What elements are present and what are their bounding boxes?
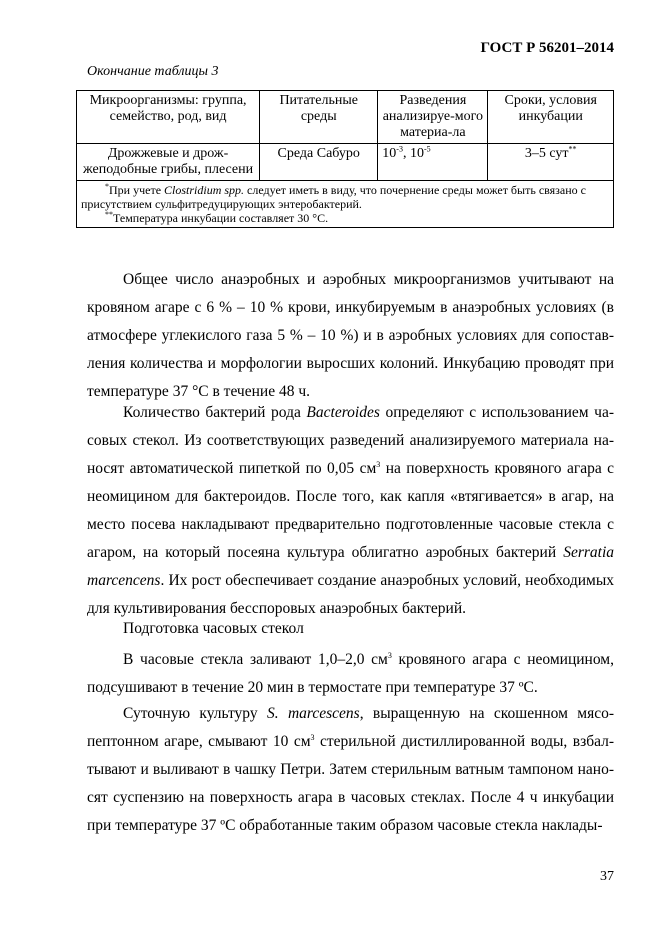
paragraph-4: Суточную культуру S. marcescens, выращенную на скошенном мясо-пептонном агаре, смывают 10 $см^3$ стерильной дистиллированной воды, взбал-тывают и выливают в чашку Петри. Затем стерильным ватным тампоном нано-сят суспензию на поверхность агара в часовых стеклах. После 4 ч инкубации при температуре 37 ºС обработанные таким образом часовые стекла наклады- (87, 705, 615, 834)
table-notes-row (77, 181, 614, 228)
table-caption: Окончание таблицы 3 (87, 64, 219, 79)
table-header-row (77, 91, 614, 144)
document-standard-number: ГОСТ Р 56201–2014 (480, 40, 614, 56)
section-heading: Подготовка часовых стекол (123, 620, 304, 637)
table-header-cell: Сроки, условия инкубации (488, 91, 614, 144)
paragraph-3: В часовые стекла заливают 1,0–2,0 $см^3$ кровяного агара с неомицином, подсушивают в течение 20 мин в термостате при температуре 37 ºС. (87, 650, 614, 696)
table-notes (77, 181, 614, 228)
table-3-end (76, 90, 614, 228)
paragraph-1: Общее число анаэробных и аэробных микроорганизмов учитывают на кровяном агаре с 6 % – 10 % крови, инкубируемым в анаэробных условиях (в атмосфере углекислого газа 5 % – 10 %) и в аэробных условиях для сопостав-ления количества и морфологии выросших колоний. Инкубацию проводят при температуре 37 °С в течение 48 ч. (87, 271, 614, 400)
table-cell-incubation: 3–5 сут** (488, 144, 614, 181)
table-note-2: **Температура инкубации составляет 30 °С. (105, 210, 329, 225)
table-header-cell: Разведения анализируе-мого материа-ла (378, 91, 488, 144)
table-cell-organism: Дрожжевые и дрож-жеподобные грибы, плесени (77, 144, 260, 181)
table-note-1: *При учете Clostridium spp. следует иметь в виду, что почернение среды может быть связано с присутствием сульфитредуцирующих энтеробактерий. (81, 182, 586, 211)
table-row (77, 144, 614, 181)
table-header-cell: Микроорганизмы: группа, семейство, род, вид (77, 91, 260, 144)
table-header-cell: Питательные среды (260, 91, 378, 144)
table-cell-medium: Среда Сабуро (260, 144, 378, 181)
paragraph-2: Количество бактерий рода Bacteroides определяют с использованием ча-совых стекол. Из соответствующих разведений анализируемого материала на-носят автоматической пипеткой по 0,05 $см^3$ на поверхность кровяного агара с неомицином для бактероидов. После того, как капля «втягивается» в агар, на место посева накладывают предварительно подготовленные часовые стекла с агаром, на который посеяна культура облигатно аэробных бактерий Serratia marcencens. Их рост обеспечивает создание анаэробных условий, необходимых для культивирования бесспоровых анаэробных бактерий. (87, 404, 614, 617)
page-number: 37 (600, 869, 614, 884)
table-cell-dilution: $10^{-3}$, $10^{-5}$ (378, 144, 488, 181)
